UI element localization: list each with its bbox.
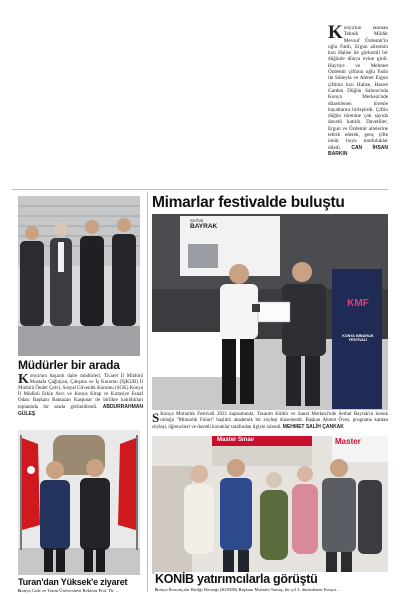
top-article-column <box>328 22 389 183</box>
visit-dropcap: K <box>18 588 22 593</box>
directors-photo <box>18 196 140 356</box>
festival-screen-name: BAYRAK <box>190 223 218 230</box>
vertical-rule <box>147 192 148 592</box>
directors-body: Konya'nın başarılı daire müdürleri, Ticaret İl Müdürü Mustafa Çağlayan, Çalışma ve İş Kurumu (İŞKUR) İl Müdürü Önder Çelvi, Sosyal Güvenlik Kurumu (SGK) Konya İl Müdürü Erkin Avcı ve Konya Kitap ve Kırtasiye Esnaf Odası Başkanı Ramazan Kaspınar ile birlikte katıldıkları toplantıda bir arada görüntülendi. ABDURRAHMAN GÜLEŞ <box>18 372 143 417</box>
top-headline: HALİSE İLE FATİH'İN MUTLU GÜNÜ <box>28 0 382 24</box>
konib-banner-2: Master <box>335 437 361 446</box>
visit-body: Konya Gıda ve Tarım Üniversitesi Rektörü Prof. Dr. ... <box>18 588 120 593</box>
festival-banner-subtitle: KONYA MİMARLIK FESTİVALİ <box>342 334 374 342</box>
wedding-photo <box>12 0 325 185</box>
konib-banner-1: Master Sınav <box>217 437 255 443</box>
festival-body: S Konya Mimarlık Festivali 2025 kapsamında, Tasarım Kültür ve Sanat Merkezi'nde Serhat Bayrak'ın konuk olduğu "Mimarlık Fuları" başlıklı akademik bir söyleşi düzenlendi. Başkan Ahmet Övez, programa katılan söyleşi, öğrencileri ve davetli konuklar tarafından ilgiyle izlendi. MEHMET SALİH ÇANKAK <box>152 410 388 430</box>
festival-byline: MEHMET SALİH ÇANKAK <box>282 424 344 430</box>
directors-headline: Müdürler bir arada <box>18 358 120 372</box>
visit-photo <box>18 430 140 575</box>
directors-dropcap: K <box>18 372 29 387</box>
konib-headline: KONİB yatırımcılarla görüştü <box>155 572 388 586</box>
konib-body: Konya İhracatçılar Birliği Derneği (KONİB) Başkanı Mustafa Tantaş, bir yıl 3. düzenlenen Konya ... <box>155 587 341 592</box>
festival-dropcap: S <box>152 410 160 425</box>
festival-screen-label: Serhat <box>190 218 204 223</box>
festival-banner-logo: KMF <box>347 298 369 309</box>
top-article-body: Konya'nın tanınan Teknik Müdür Mevsuf Özdemir'in oğlu Fatih, Ergun ailesinin kızı Halise ile görkemli bir düğünle dünya evine girdi. Hayriye ve Mehmet Özdemir çiftinin oğlu Fatih ile Süheyla ve Ahmet Ergun çiftinin kızı Halise, Hasret Garden Düğün Salonu'nda Konya Merkezi'nde düzenlenen törenle hayatlarını birleştirdi. Çiftin düğün törenine çok sayıda davetli katıldı. Davetliler, Ergun ve Özdemir ailelerine tebrik ederek, genç çifte ömür boyu mutluluklar diledi. CAN İHSAN BARKIN <box>328 22 389 157</box>
festival-photo <box>152 214 388 410</box>
horizontal-rule <box>12 189 388 190</box>
top-article-dropcap: K <box>328 22 343 43</box>
konib-dropcap: K <box>155 587 159 592</box>
directors-byline: ABDURRAHMAN GÜLEŞ <box>18 404 143 417</box>
top-article-byline: CAN İHSAN BARKIN <box>328 144 389 157</box>
festival-headline: Mimarlar festivalde buluştu <box>152 194 345 211</box>
konib-photo <box>152 436 388 574</box>
visit-headline: Turan'dan Yüksek'e ziyaret <box>18 577 128 587</box>
